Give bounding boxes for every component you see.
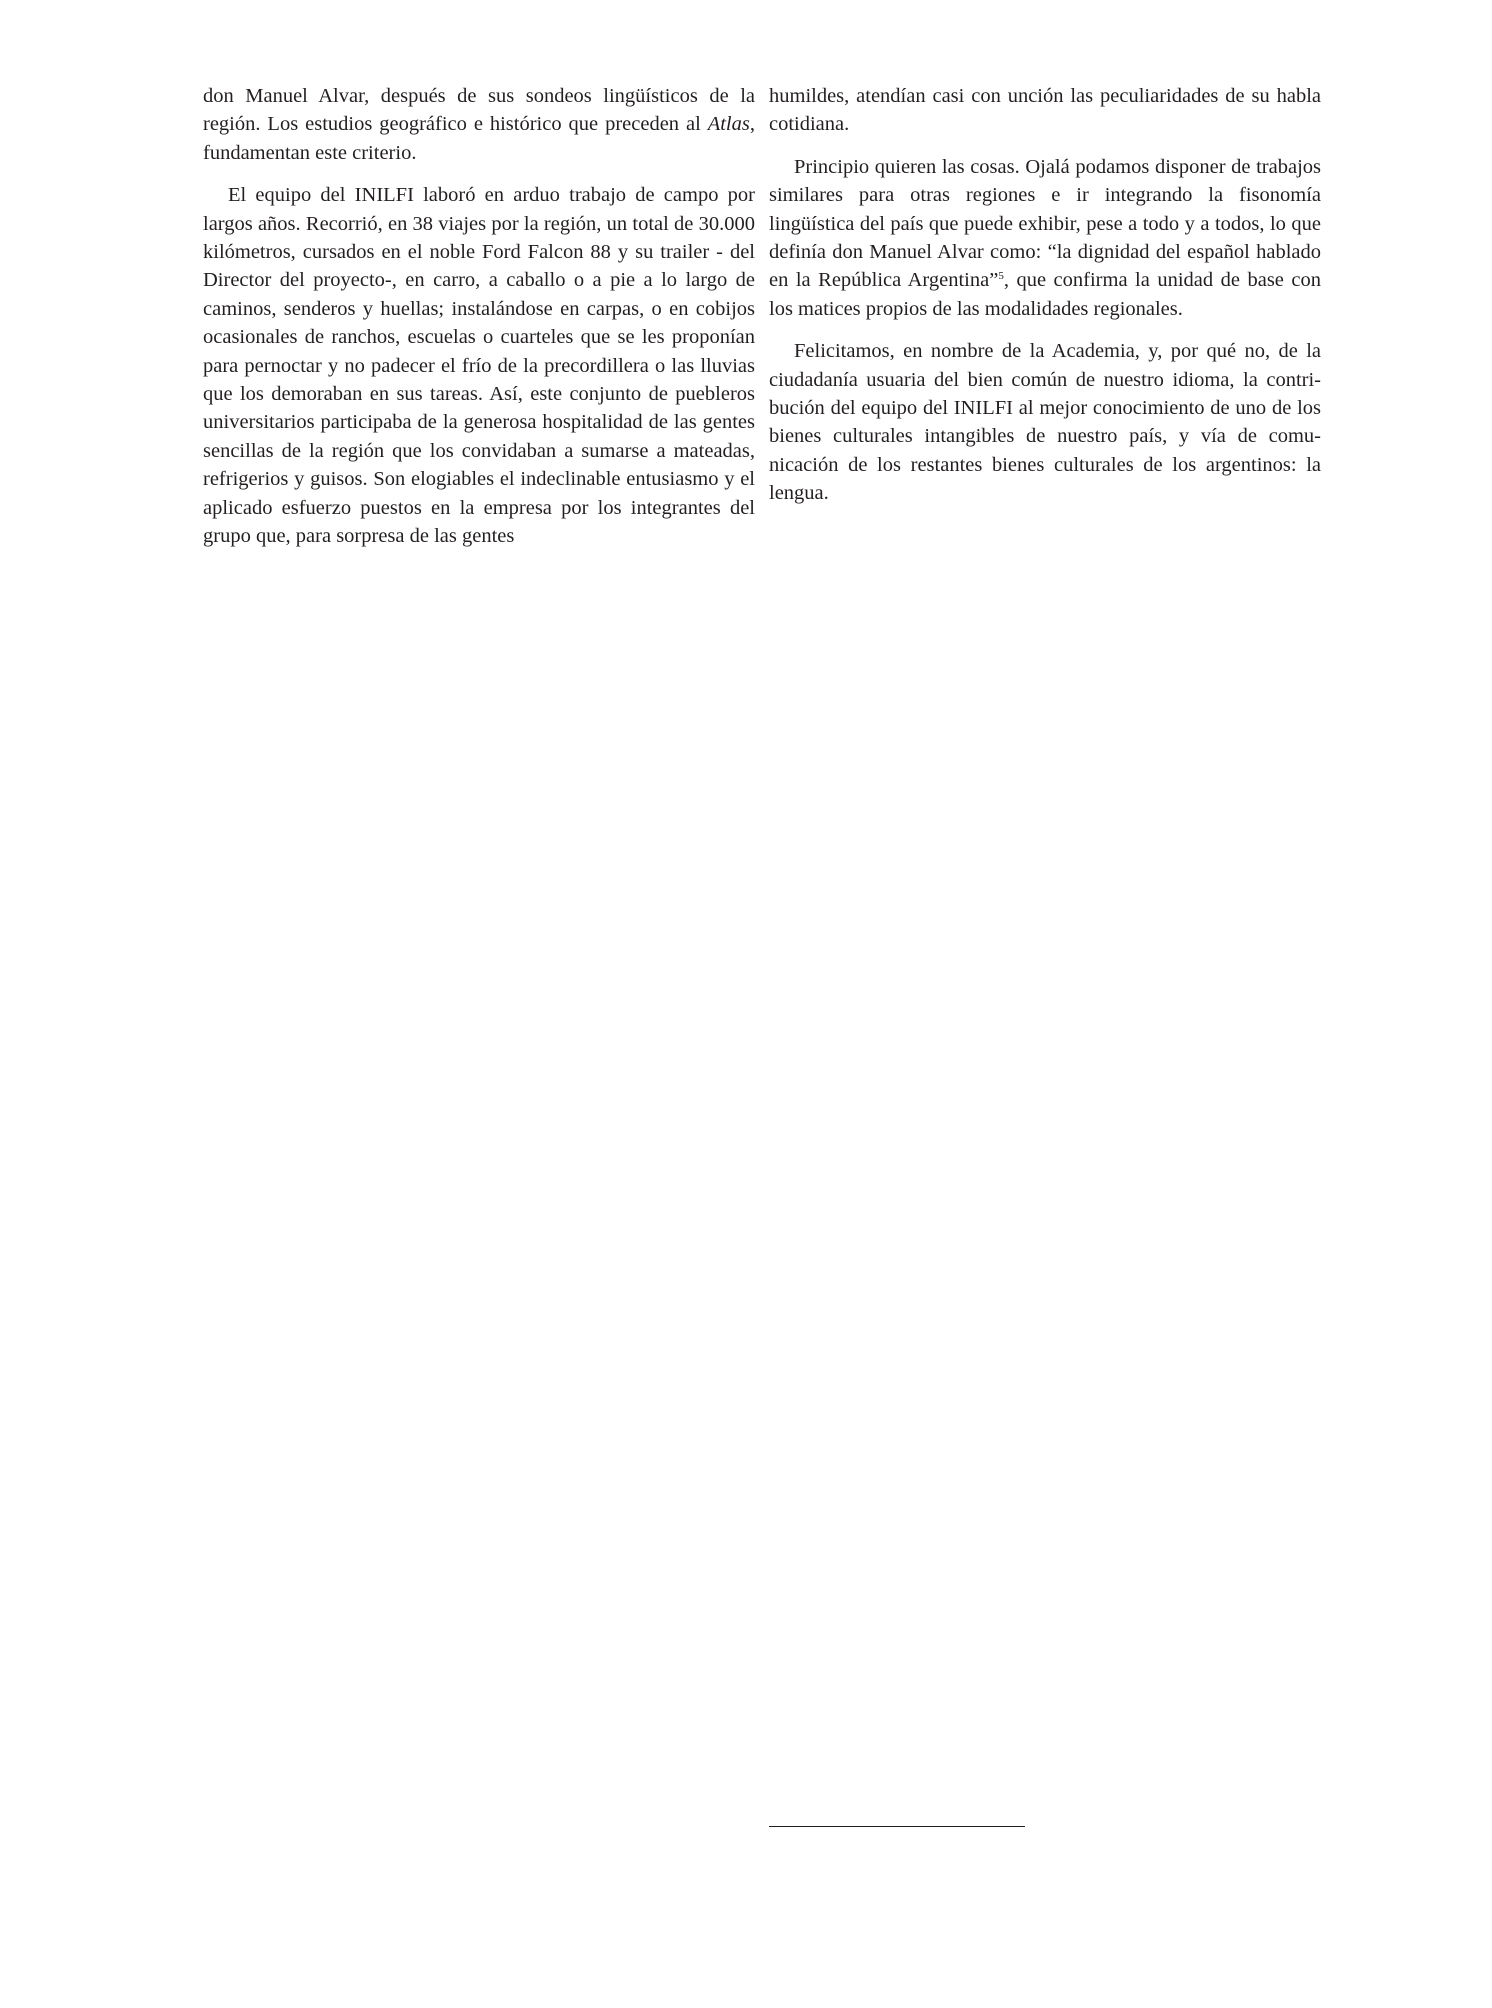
left-paragraph-1-text: don Manuel Alvar, después de sus sondeos lingüísticos de la región. Los estudios geográfico e histórico que preceden al [203, 85, 755, 136]
atlas-title-italic: Atlas [707, 113, 750, 136]
right-paragraph-1: humildes, atendían casi con unción las peculiaridades de su habla cotidiana. [769, 85, 1321, 136]
right-paragraph-2 [769, 153, 1321, 323]
right-paragraph-3: Felicitamos, en nombre de la Academia, y, por qué no, de la ciudadanía usuaria del bien común de nuestro idioma, la contribución del equipo del INILFI al mejor conocimiento de uno de los bienes culturales intangibles de nuestro país, y vía de comunicación de los restantes bienes culturales de los argentinos: la lengua. [769, 340, 1321, 505]
left-paragraph-1 [203, 82, 755, 167]
footnote-reference-5: 5 [998, 270, 1004, 283]
left-text-column [203, 82, 755, 565]
right-paragraph-2-text: Principio quieren las cosas. Ojalá podamos disponer de trabajos similares para otras regiones e ir integrando la fisonomía lingüística del país que puede exhibir, pese a todo y a todos, lo que definía don Manuel Alvar como: “la dignidad del español hablado en la República Argentina” [769, 155, 1321, 292]
left-paragraph-2: El equipo del INILFI laboró en arduo trabajo de campo por largos años. Recorrió, en 38 viajes por la región, un total de 30.000 kilómetros, cursados en el noble Ford Falcon 88 y su trailer - del Director del proyecto-, en carro, a caballo o a pie a lo largo de caminos, senderos y huellas; instalándose en carpas, o en cobijos ocasionales de ranchos, escuelas o cuarteles que se les proponían para pernoctar y no padecer el frío de la precordillera o las lluvias que los demoraban en sus tareas. Así, este conjunto de puebleros universitarios participaba de la generosa hospitalidad de las gentes sencillas de la región que los convidaban a sumarse a mateadas, refrigerios y guisos. Son elogiables el indeclinable entusiasmo y el aplicado esfuerzo puestos en la empresa por los integrantes del grupo que, para sorpresa de las gentes [203, 184, 755, 548]
left-paragraph-1-end: , fundamentan este criterio. [203, 113, 755, 164]
right-paragraph-2-end: , que confirma la unidad de base con los matices propios de las modalidades regionales. [769, 269, 1321, 320]
footnote-separator-rule [769, 1826, 1025, 1827]
right-text-column [769, 82, 1321, 522]
